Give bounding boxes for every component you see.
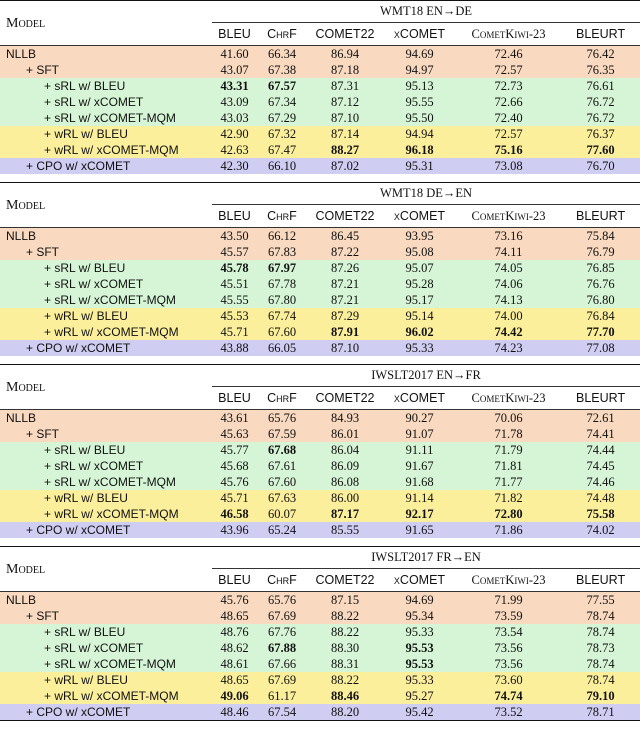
block-header-row [0,365,640,387]
score-cell: 94.94 [383,126,456,142]
block-spacer [0,538,640,547]
score-cell: 94.97 [383,62,456,78]
table-row [0,158,640,174]
metric-header: BLEU [218,391,251,405]
score-cell: 43.88 [212,340,257,356]
score-cell: 72.57 [456,62,561,78]
model-name: + sRL w/ BLEU [0,260,212,276]
score-cell: 76.35 [561,62,640,78]
score-cell: 95.50 [383,110,456,126]
score-cell: 43.61 [212,410,257,427]
score-cell: 94.69 [383,46,456,63]
score-cell: 48.65 [212,608,257,624]
model-name: + CPO w/ xCOMET [0,522,212,538]
table-row [0,46,640,63]
score-cell: 45.71 [212,324,257,340]
score-cell: 75.84 [561,228,640,245]
metric-header: COMET22 [315,573,375,587]
score-cell: 66.34 [257,46,307,63]
score-cell: 87.21 [307,292,383,308]
score-cell: 42.30 [212,158,257,174]
score-cell: 65.24 [257,522,307,538]
model-name: + sRL w/ xCOMET [0,640,212,656]
score-cell: 87.22 [307,244,383,260]
score-cell: 92.17 [383,506,456,522]
model-name: + sRL w/ BLEU [0,624,212,640]
score-cell: 95.08 [383,244,456,260]
score-cell: 43.31 [212,78,257,94]
score-cell: 48.61 [212,656,257,672]
score-cell: 43.96 [212,522,257,538]
score-cell: 76.85 [561,260,640,276]
spacer-cell [0,356,640,365]
score-cell: 74.23 [456,340,561,356]
score-cell: 70.06 [456,410,561,427]
score-cell: 74.11 [456,244,561,260]
metric-header: BLEU [218,573,251,587]
score-cell: 67.57 [257,78,307,94]
table-row [0,458,640,474]
score-cell: 90.27 [383,410,456,427]
score-cell: 76.72 [561,110,640,126]
score-cell: 73.08 [456,158,561,174]
score-cell: 74.42 [456,324,561,340]
score-cell: 91.67 [383,458,456,474]
score-cell: 48.62 [212,640,257,656]
score-cell: 76.76 [561,276,640,292]
score-cell: 86.08 [307,474,383,490]
score-cell: 87.14 [307,126,383,142]
score-cell: 73.54 [456,624,561,640]
table-row [0,276,640,292]
score-cell: 71.99 [456,592,561,609]
score-cell: 67.78 [257,276,307,292]
model-name: NLLB [0,592,212,609]
score-cell: 71.81 [456,458,561,474]
score-cell: 65.76 [257,410,307,427]
score-cell: 87.91 [307,324,383,340]
score-cell: 86.01 [307,426,383,442]
model-name: + wRL w/ xCOMET-MQM [0,324,212,340]
score-cell: 88.27 [307,142,383,158]
score-cell: 67.60 [257,474,307,490]
score-cell: 78.73 [561,640,640,656]
score-cell: 74.44 [561,442,640,458]
model-column-header: Model [0,1,212,46]
score-cell: 74.02 [561,522,640,538]
score-cell: 74.13 [456,292,561,308]
score-cell: 77.55 [561,592,640,609]
score-cell: 73.56 [456,640,561,656]
model-name: + SFT [0,608,212,624]
table-row [0,94,640,110]
score-cell: 93.95 [383,228,456,245]
score-cell: 43.50 [212,228,257,245]
model-name: + SFT [0,62,212,78]
score-cell: 74.00 [456,308,561,324]
score-cell: 45.78 [212,260,257,276]
score-cell: 75.58 [561,506,640,522]
score-cell: 67.69 [257,672,307,688]
score-cell: 88.22 [307,672,383,688]
score-cell: 45.77 [212,442,257,458]
score-cell: 67.97 [257,260,307,276]
score-cell: 73.60 [456,672,561,688]
dataset-title: IWSLT2017 EN→FR [212,365,640,387]
table-row [0,62,640,78]
score-cell: 67.61 [257,458,307,474]
score-cell: 76.80 [561,292,640,308]
score-cell: 95.28 [383,276,456,292]
table-row [0,672,640,688]
score-cell: 73.52 [456,704,561,721]
metric-header: BLEURT [575,209,626,223]
score-cell: 76.37 [561,126,640,142]
score-cell: 76.42 [561,46,640,63]
score-cell: 49.06 [212,688,257,704]
score-cell: 95.53 [383,640,456,656]
model-column-header: Model [0,547,212,592]
model-name: + CPO w/ xCOMET [0,340,212,356]
score-cell: 66.05 [257,340,307,356]
score-cell: 73.16 [456,228,561,245]
score-cell: 87.26 [307,260,383,276]
table-row [0,78,640,94]
table-row [0,324,640,340]
metric-header: ChrF [267,391,297,405]
block-spacer [0,356,640,365]
table-row [0,608,640,624]
metric-header: xCOMET [393,391,446,405]
model-name: + sRL w/ xCOMET-MQM [0,656,212,672]
score-cell: 67.54 [257,704,307,721]
score-cell: 67.68 [257,442,307,458]
score-cell: 71.86 [456,522,561,538]
score-cell: 88.31 [307,656,383,672]
table-row [0,126,640,142]
score-cell: 74.41 [561,426,640,442]
model-name: + sRL w/ xCOMET [0,94,212,110]
score-cell: 88.22 [307,608,383,624]
model-name: + CPO w/ xCOMET [0,704,212,721]
score-cell: 77.70 [561,324,640,340]
score-cell: 42.90 [212,126,257,142]
score-cell: 78.74 [561,672,640,688]
table-row [0,410,640,427]
model-name: + sRL w/ BLEU [0,442,212,458]
score-cell: 76.72 [561,94,640,110]
table-body [0,1,640,721]
table-row [0,110,640,126]
score-cell: 87.18 [307,62,383,78]
score-cell: 86.00 [307,490,383,506]
score-cell: 95.42 [383,704,456,721]
score-cell: 76.79 [561,244,640,260]
score-cell: 45.76 [212,592,257,609]
metric-header: xCOMET [393,573,446,587]
dataset-title: IWSLT2017 FR→EN [212,547,640,569]
score-cell: 87.31 [307,78,383,94]
score-cell: 61.17 [257,688,307,704]
score-cell: 67.47 [257,142,307,158]
score-cell: 86.04 [307,442,383,458]
score-cell: 67.80 [257,292,307,308]
score-cell: 74.48 [561,490,640,506]
model-name: NLLB [0,46,212,63]
score-cell: 95.07 [383,260,456,276]
score-cell: 77.08 [561,340,640,356]
score-cell: 72.57 [456,126,561,142]
metric-header: COMET22 [315,27,375,41]
model-name: + CPO w/ xCOMET [0,158,212,174]
score-cell: 43.07 [212,62,257,78]
score-cell: 87.21 [307,276,383,292]
model-name: + wRL w/ xCOMET-MQM [0,688,212,704]
score-cell: 72.40 [456,110,561,126]
score-cell: 78.74 [561,624,640,640]
score-cell: 96.02 [383,324,456,340]
score-cell: 71.77 [456,474,561,490]
model-name: NLLB [0,228,212,245]
score-cell: 67.66 [257,656,307,672]
score-cell: 71.79 [456,442,561,458]
model-name: + wRL w/ xCOMET-MQM [0,506,212,522]
score-cell: 45.53 [212,308,257,324]
score-cell: 67.83 [257,244,307,260]
score-cell: 66.10 [257,158,307,174]
table-row [0,244,640,260]
table-row [0,308,640,324]
score-cell: 91.65 [383,522,456,538]
model-name: NLLB [0,410,212,427]
score-cell: 78.74 [561,608,640,624]
score-cell: 67.38 [257,62,307,78]
spacer-cell [0,174,640,183]
table-row [0,656,640,672]
metric-header: COMET22 [315,391,375,405]
score-cell: 67.59 [257,426,307,442]
score-cell: 45.68 [212,458,257,474]
table-row [0,624,640,640]
score-cell: 88.22 [307,624,383,640]
score-cell: 88.20 [307,704,383,721]
score-cell: 84.93 [307,410,383,427]
score-cell: 87.17 [307,506,383,522]
model-column-header: Model [0,365,212,410]
block-header-row [0,547,640,569]
score-cell: 87.10 [307,340,383,356]
score-cell: 88.46 [307,688,383,704]
score-cell: 91.07 [383,426,456,442]
model-name: + wRL w/ BLEU [0,672,212,688]
score-cell: 67.63 [257,490,307,506]
model-name: + wRL w/ BLEU [0,126,212,142]
score-cell: 95.27 [383,688,456,704]
table-row [0,340,640,356]
score-cell: 91.11 [383,442,456,458]
score-cell: 45.55 [212,292,257,308]
score-cell: 74.46 [561,474,640,490]
model-name: + wRL w/ xCOMET-MQM [0,142,212,158]
score-cell: 65.76 [257,592,307,609]
spacer-cell [0,538,640,547]
score-cell: 45.57 [212,244,257,260]
metric-header: BLEURT [575,391,626,405]
score-cell: 87.15 [307,592,383,609]
score-cell: 48.65 [212,672,257,688]
metric-header: COMET22 [315,209,375,223]
block-header-row [0,1,640,23]
score-cell: 76.61 [561,78,640,94]
metric-header: ChrF [267,573,297,587]
metric-header: xCOMET [393,27,446,41]
score-cell: 67.88 [257,640,307,656]
block-header-row [0,183,640,205]
model-name: + sRL w/ xCOMET-MQM [0,110,212,126]
score-cell: 46.58 [212,506,257,522]
table-row [0,228,640,245]
metric-header: CometKiwi-23 [471,27,546,41]
score-cell: 74.06 [456,276,561,292]
model-name: + sRL w/ xCOMET-MQM [0,474,212,490]
table-row [0,640,640,656]
score-cell: 42.63 [212,142,257,158]
score-cell: 67.60 [257,324,307,340]
model-name: + sRL w/ BLEU [0,78,212,94]
score-cell: 88.30 [307,640,383,656]
score-cell: 45.71 [212,490,257,506]
score-cell: 91.14 [383,490,456,506]
score-cell: 73.56 [456,656,561,672]
score-cell: 48.46 [212,704,257,721]
score-cell: 95.13 [383,78,456,94]
score-cell: 74.05 [456,260,561,276]
table-row [0,442,640,458]
score-cell: 86.09 [307,458,383,474]
score-cell: 72.73 [456,78,561,94]
score-cell: 71.78 [456,426,561,442]
metric-header: BLEU [218,209,251,223]
table-row [0,292,640,308]
score-cell: 79.10 [561,688,640,704]
score-cell: 87.29 [307,308,383,324]
score-cell: 67.32 [257,126,307,142]
score-cell: 95.34 [383,608,456,624]
metric-header: CometKiwi-23 [471,391,546,405]
score-cell: 43.09 [212,94,257,110]
score-cell: 78.74 [561,656,640,672]
score-cell: 74.74 [456,688,561,704]
score-cell: 95.14 [383,308,456,324]
table-row [0,506,640,522]
score-cell: 95.17 [383,292,456,308]
table-row [0,592,640,609]
score-cell: 74.45 [561,458,640,474]
block-spacer [0,174,640,183]
table-row [0,522,640,538]
score-cell: 75.16 [456,142,561,158]
table-row [0,142,640,158]
score-cell: 87.12 [307,94,383,110]
score-cell: 41.60 [212,46,257,63]
score-cell: 77.60 [561,142,640,158]
metric-header: BLEURT [575,27,626,41]
table-row [0,474,640,490]
score-cell: 95.53 [383,656,456,672]
score-cell: 91.68 [383,474,456,490]
score-cell: 86.45 [307,228,383,245]
score-cell: 66.12 [257,228,307,245]
table-row [0,688,640,704]
table-row [0,426,640,442]
table-row [0,260,640,276]
score-cell: 95.33 [383,624,456,640]
score-cell: 87.10 [307,110,383,126]
score-cell: 78.71 [561,704,640,721]
score-cell: 45.51 [212,276,257,292]
score-cell: 43.03 [212,110,257,126]
metric-header: CometKiwi-23 [471,573,546,587]
score-cell: 96.18 [383,142,456,158]
model-name: + sRL w/ xCOMET [0,276,212,292]
score-cell: 72.46 [456,46,561,63]
score-cell: 86.94 [307,46,383,63]
metric-header: BLEU [218,27,251,41]
model-name: + sRL w/ xCOMET-MQM [0,292,212,308]
model-column-header: Model [0,183,212,228]
model-name: + wRL w/ BLEU [0,490,212,506]
score-cell: 73.59 [456,608,561,624]
score-cell: 95.33 [383,340,456,356]
dataset-title: WMT18 EN→DE [212,1,640,23]
table-row [0,490,640,506]
score-cell: 76.70 [561,158,640,174]
table-row [0,704,640,721]
metric-header: xCOMET [393,209,446,223]
model-name: + wRL w/ BLEU [0,308,212,324]
score-cell: 85.55 [307,522,383,538]
model-name: + sRL w/ xCOMET [0,458,212,474]
score-cell: 95.33 [383,672,456,688]
score-cell: 60.07 [257,506,307,522]
score-cell: 67.74 [257,308,307,324]
model-name: + SFT [0,426,212,442]
model-name: + SFT [0,244,212,260]
score-cell: 45.76 [212,474,257,490]
score-cell: 87.02 [307,158,383,174]
score-cell: 67.34 [257,94,307,110]
score-cell: 67.29 [257,110,307,126]
dataset-title: WMT18 DE→EN [212,183,640,205]
metric-header: ChrF [267,27,297,41]
metric-header: CometKiwi-23 [471,209,546,223]
score-cell: 67.69 [257,608,307,624]
score-cell: 76.84 [561,308,640,324]
score-cell: 45.63 [212,426,257,442]
metric-header: ChrF [267,209,297,223]
score-cell: 48.76 [212,624,257,640]
score-cell: 95.55 [383,94,456,110]
score-cell: 67.76 [257,624,307,640]
score-cell: 72.66 [456,94,561,110]
score-cell: 95.31 [383,158,456,174]
score-cell: 94.69 [383,592,456,609]
score-cell: 71.82 [456,490,561,506]
metric-header: BLEURT [575,573,626,587]
score-cell: 72.80 [456,506,561,522]
score-cell: 72.61 [561,410,640,427]
